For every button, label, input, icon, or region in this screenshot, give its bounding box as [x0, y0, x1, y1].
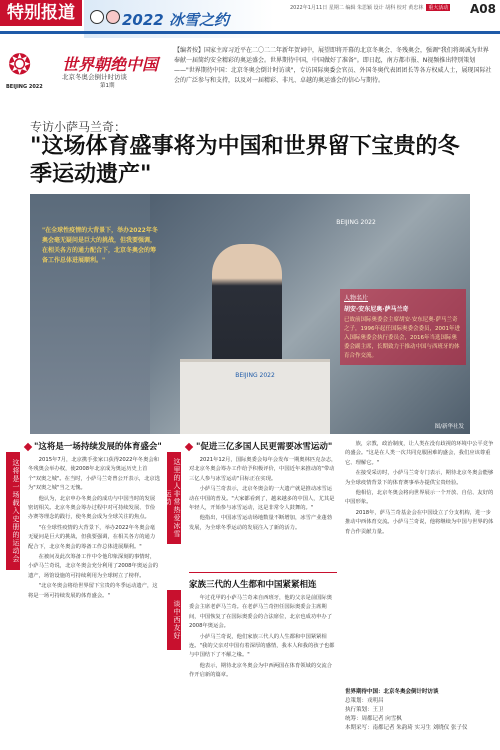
col2-para: 2021年12月，国际奥委会每年会发布一期奥林匹克杂志，对北京冬奥会筹办工作给予积极评价，中国近年来推动的"带动三亿人参与冰雪运动"目标正在实现。 [189, 457, 337, 482]
col1-body [28, 456, 160, 602]
col3-para: 他表示，期待北京冬奥会为中西两国在体育领域的交流合作开启新的篇章。 [189, 662, 333, 679]
col1-para: "在全球性疫情的大背景下，举办2022年冬奥会毫无疑问是巨大的挑战，但我要强调，在相关各方的通力配合下，北京冬奥会的筹备工作总体进展顺利。" [28, 524, 156, 550]
col3-side-tab: 谈中西友好 [167, 590, 181, 650]
col1-para: 他认为，北京申办冬奥会的成功与中国当时的发展密切相关。北京冬奥会筹办过程中对可持续发展、节俭办赛等理念的践行，使冬奥会成为全球关注的焦点。 [28, 495, 156, 521]
col1-para: 在被问及此次筹备工作中令他印象深刻的事情时，小萨马兰奇说，北京冬奥会充分利用了2008年奥运会的遗产，场馆设施的可持续利用为全球树立了榜样。 [28, 554, 159, 579]
page-number: A08 [470, 2, 496, 16]
col1-para: 2015年7月，北京携手张家口获得2022年冬奥会和冬残奥会举办权，使2008年北京成为奥运历史上首个"双奥之城"。在当时，小萨马兰奇曾公开表示，北京选为"双奥之城"当之无愧。 [28, 457, 160, 492]
col2-side-tab: 这里的人非常热爱冰雪运动 [167, 452, 181, 544]
col3-body [189, 594, 337, 744]
col4-body [345, 440, 495, 680]
col4-para: 2018年，萨马兰奇基金会在中国设立了分支机构，进一步推动中西体育交流。小萨马兰奇说，他将继续为中国与世界的体育合作贡献力量。 [345, 509, 494, 535]
col3-rule [189, 572, 337, 573]
col2-marker [185, 443, 193, 451]
podium [180, 359, 330, 434]
bing-dwen-dwen-icon [90, 10, 104, 24]
photo-quote: "在全球性疫情的大背景下，举办2022年冬奥会毫无疑问是巨大的挑战，但我要强调，在相关各方的通力配合下，北京冬奥会的筹备工作总体进展顺利。" [42, 227, 158, 264]
section-label: 特别报道 [0, 0, 82, 26]
col3-para: 小萨马兰奇说，他们家族三代人的人生都和中国紧紧相连。"我的父亲对中国有着深厚的感情，我本人和我的孩子也都与中国结下了不解之缘。" [189, 633, 335, 659]
col2-para: 他指出，中国冰雪运动场地数量不断增加，冰雪产业蓬勃发展，为全球冬季运动的发展注入了新的活力。 [189, 515, 333, 531]
page-header [0, 0, 500, 38]
credits-line: 执行策划：王卫 [345, 707, 384, 713]
column-number: 第1期 [100, 83, 115, 89]
col1-title: "这将是一场持续发展的体育盛会" [34, 442, 162, 452]
issue-meta [290, 4, 450, 11]
credits-line: 本期采写：南都记者 朱韵琦 实习生 刘晓仪 张子仪 [345, 725, 468, 731]
col4-para: 族，宗教，政治制度，让人类在没有歧视的环境中公平竞争的盛会。"这是在人类一次共同克服困难的盛会，我们应该尊重它、理解它。" [345, 441, 494, 466]
headline: "这场体育盛事将为中国和世界留下宝贵的冬季运动遗产" [30, 134, 460, 187]
credits-line: 统筹：周都记者 向雪枫 [345, 716, 402, 722]
editors-note: 【编者按】国家主席习近平在二〇二二年新年贺词中，展望即将开幕的北京冬奥会、冬残奥会，强调"我们将竭诚为世界奉献一届简约安全精彩的奥运盛会。世界期待中国，中国做好了准备"。即日起，南方都市报、N视频推出特别策划——"世界期待中国：北京冬奥会倒计时访谈"，专访国际奥委会官员、外国冬奥代表团团长等各方权威人士，展现国际社会的广泛参与和支持，以及对一届精彩、非凡、卓越的奥运盛会的信心与期待。 [174, 47, 492, 84]
kicker: 专访小萨马兰奇： [30, 120, 127, 134]
column-subtitle: 北京冬奥会倒计时访谈 [62, 73, 127, 81]
col2-title: "促进三亿多国人民更需要冰雪运动" [196, 442, 333, 452]
date-and-editors: 2022年1月11日 星期二 编辑 朱思颖 设计 胡科 校对 黄忠林 [290, 5, 424, 11]
podium-logo: BEIJING 2022 [235, 372, 275, 379]
header-rule [0, 31, 500, 34]
backdrop-logo: BEIJING 2022 [336, 219, 376, 226]
col4-para: 他相信，北京冬奥会将向世界展示一个开放、自信、友好的中国形象。 [345, 490, 494, 506]
main-photo [30, 194, 470, 434]
col3-title: 家族三代的人生都和中国紧紧相连 [189, 580, 317, 590]
photo-credit: 图/新华社发 [434, 424, 464, 430]
col2-para: 小萨马兰奇表示，北京冬奥会的一大遗产就是推动冰雪运动在中国的普及。"大家都看到了，越来越多的中国人，尤其是年轻人，开始参与冰雪运动，这是非常令人鼓舞的。" [189, 486, 335, 512]
col1-para: "北京冬奥会将给世界留下宝贵的冬季运动遗产，这将是一场可持续发展的体育盛会。" [28, 583, 158, 599]
beijing-2022-emblem-icon: ❂ [8, 48, 32, 81]
col4-para: 在接受采访时，小萨马兰奇专门表示，期待北京冬奥会能够为全球疫情背景下的体育赛事举办提供宝贵经验。 [345, 470, 494, 486]
page-tag: 重大活动 [428, 5, 449, 11]
profile-body: 已故前国际奥委会主席胡安·安东尼奥·萨马兰奇之子，1996年起任国际奥委会委员，2001年进入国际奥委会执行委员会，2016年当选国际奥委会副主席，长期致力于推动中国与西班牙的体育合作交流。 [344, 317, 460, 359]
olympic-banner-title: 2022 冰雪之约 [122, 11, 229, 29]
col3-para: 年过花甲的小萨马兰奇来自西班牙，他的父亲是前国际奥委会主席老萨马兰奇。在老萨马兰奇担任国际奥委会主席期间，中国恢复了在国际奥委会的合法席位，北京也成功申办了2008年奥运会。 [189, 595, 333, 630]
credits-box [345, 688, 495, 733]
credits-title: 世界期待中国：北京冬奥会倒计时访谈 [345, 689, 439, 695]
col1-side-tab: 这将是一场载入史册的运动会 [6, 452, 20, 570]
profile-box [340, 289, 466, 365]
col1-marker [24, 443, 32, 451]
shuey-rhon-rhon-icon [106, 10, 120, 24]
credits-line: 总策划：戎明昌 [345, 698, 384, 704]
profile-name: 胡安·安东尼奥·萨马兰奇 [344, 306, 409, 313]
profile-heading: 人物名片 [344, 295, 369, 302]
col2-body [189, 456, 337, 570]
emblem-caption: BEIJING 2022 [6, 84, 43, 90]
column-title: 世界朝绝中国 [62, 55, 159, 74]
